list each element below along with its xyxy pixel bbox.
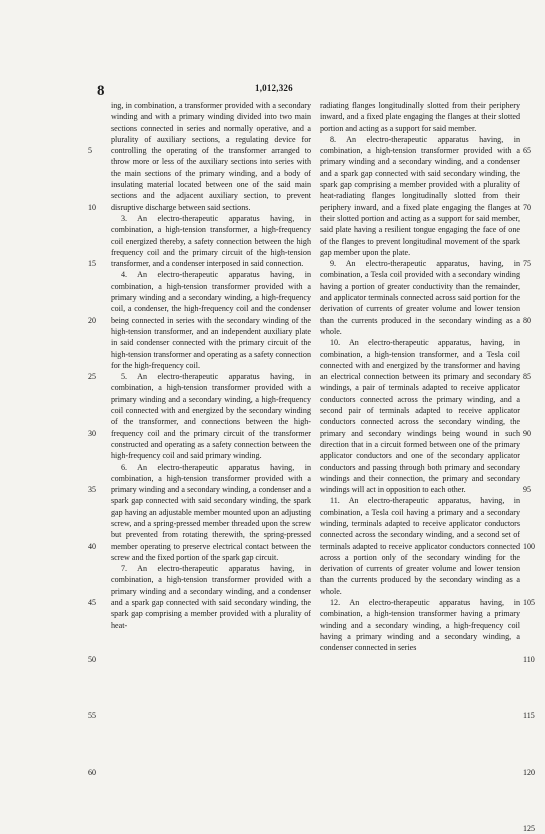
line-number: 90 xyxy=(523,428,531,438)
line-number: 35 xyxy=(88,485,96,495)
claim-6: 6. An electro-therapeutic apparatus having, in combination, a high-tension transformer provided with a primary winding and a secondary winding, a condenser and a spark gap connected with said secondary winding, the spark gap having an adjustable member mounted upon an adjusting screw, and a spring-pressed member threaded upon the screw but prevented from rotating therewith, the spring-pressed member operating to preserve electrical contact between the screw and the fixed portion of the spark gap circuit. xyxy=(111,462,311,562)
line-number: 15 xyxy=(88,259,96,269)
line-number: 80 xyxy=(523,315,531,325)
line-number: 120 xyxy=(523,767,535,777)
line-number: 5 xyxy=(88,146,92,156)
claim-4: 4. An electro-therapeutic apparatus having, in combination, a high-tension transformer provided with a primary winding and a secondary winding, a high-frequency coil, a condenser, the high-frequency coil and the condenser being connected in series with the secondary winding of the high-tension transformer, and an independent auxiliary plate in said condenser connected with the primary circuit of the high-tension transformer and operating as a safety connection for the high-frequency coil. xyxy=(111,270,311,370)
claim-3: 3. An electro-therapeutic apparatus having, in combination, a high-tension transformer, a high-frequency coil energized thereby, a safety connection between the high frequency coil and the primary circuit of the high-tension transformer, and a condenser interposed in said connection. xyxy=(111,213,311,269)
patent-number: 1,012,326 xyxy=(255,83,293,93)
line-number: 95 xyxy=(523,485,531,495)
right-column xyxy=(320,100,520,654)
line-number: 30 xyxy=(88,428,96,438)
claim-9: 9. An electro-therapeutic apparatus, having, in combination, a Tesla coil provided with a secondary winding having a portion of greater conductivity than the remainder, and applicator terminals connected across said portion for the derivation of currents of greater volume and lower tension than the currents produced in the secondary winding as a whole. xyxy=(320,259,520,336)
line-number: 105 xyxy=(523,598,535,608)
line-number: 25 xyxy=(88,372,96,382)
claim-7: 7. An electro-therapeutic apparatus having, in combination, a high-tension transformer provided with a primary winding and a secondary winding, and a condenser and a spark gap connected with said secondary winding, the spark gap comprising a member provided with a plurality of heat- xyxy=(111,564,311,630)
line-number: 75 xyxy=(523,259,531,269)
line-number: 55 xyxy=(88,711,96,721)
claim-2-continued: ing, in combination, a transformer provided with a secondary winding and with a primary winding divided into two main sections connected in series and normally operative, and a plurality of auxiliary sections, a regulating device for controlling the operating of the transformer arranged to throw more or less of the auxiliary sections into series with the main sections of the primary winding, and a body of insulating material located between one of the said main sections and the adjacent auxiliary section, to prevent disruptive discharge between said sections. xyxy=(111,101,311,212)
line-number: 40 xyxy=(88,541,96,551)
line-number: 110 xyxy=(523,654,535,664)
left-column xyxy=(111,100,311,631)
claim-10: 10. An electro-therapeutic apparatus, having, in combination, a high-tension transformer, and a Tesla coil connected with and energized by the transformer and having an electrical connection between its primary and secondary windings, a pair of terminals adapted to receive applicator conductors connected across the primary winding, and a second pair of terminals adapted to receive applicator conductors connected across the secondary winding, the primary and secondary windings being wound in such direction that in a circuit formed between one of the primary applicator conductors and one of the secondary applicator conductors and passing through both primary and secondary windings and their connection, the primary and secondary windings will act in opposition to each other. xyxy=(320,338,520,495)
line-number: 125 xyxy=(523,824,535,834)
claim-11: 11. An electro-therapeutic apparatus, having, in combination, a Tesla coil having a primary and a secondary winding, terminals adapted to receive applicator conductors connected across the secondary winding, and a second set of terminals adapted to receive applicator conductors connected across a portion only of the secondary winding for the derivation of currents of greater volume and lower tension than the currents produced by the secondary winding as a whole. xyxy=(320,496,520,596)
claim-7-continued: radiating flanges longitudinally slotted from their periphery inward, and a fixed plate engaging the flanges at their slotted portion and acting as a support for said member. xyxy=(320,101,520,133)
line-number: 70 xyxy=(523,202,531,212)
line-number: 115 xyxy=(523,711,535,721)
line-number: 45 xyxy=(88,598,96,608)
page-number: 8 xyxy=(97,83,105,99)
line-number: 50 xyxy=(88,654,96,664)
line-number: 60 xyxy=(88,767,96,777)
claim-12: 12. An electro-therapeutic apparatus having, in combination, a high-tension transformer having a primary winding and a secondary winding, a high-frequency coil having a primary winding and a secondary winding, a condenser connected in series xyxy=(320,598,520,653)
line-number: 65 xyxy=(523,146,531,156)
claim-5: 5. An electro-therapeutic apparatus having, in combination, a high-tension transformer provided with a primary winding and a secondary winding, a high-frequency coil connected with and energized by the secondary winding of the transformer, and connections between the high-frequency coil and the primary circuit of the transformer constructed and operating as a safety connection between the high-frequency coil and said primary winding. xyxy=(111,372,311,461)
line-number: 10 xyxy=(88,202,96,212)
line-number: 20 xyxy=(88,315,96,325)
line-number: 85 xyxy=(523,372,531,382)
line-number: 100 xyxy=(523,541,535,551)
claim-8: 8. An electro-therapeutic apparatus having, in combination, a high-tension transformer provided with a primary winding and a secondary winding, and a condenser and a spark gap connected with said secondary winding, the spark gap comprising a member provided with a plurality of heat-radiating flanges longitudinally slotted from their periphery inward, and a fixed plate engaging the flanges at their slotted portion and acting as a support for said member, said plate having a resilient tongue engaging the face of one of the flanges to prevent longitudinal movement of the spark gap member upon the plate. xyxy=(320,134,520,257)
